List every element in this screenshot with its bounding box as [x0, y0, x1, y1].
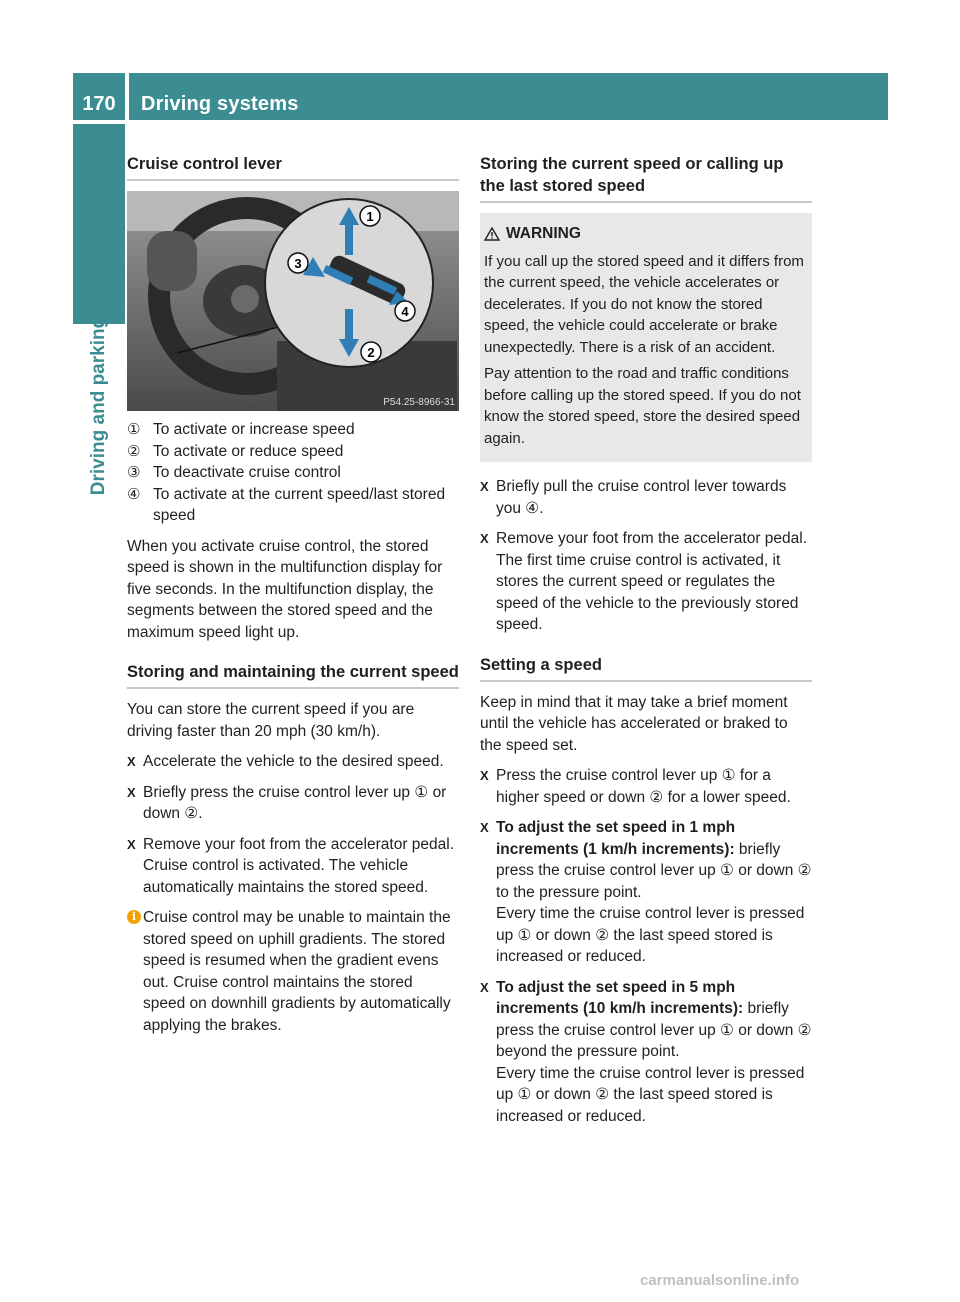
chapter-label: Driving and parking: [88, 316, 109, 496]
section-heading-storing-maintaining: Storing and maintaining the current speed: [127, 661, 459, 689]
step-result: Cruise control is activated. The vehicle automatically maintains the stored speed.: [143, 857, 429, 896]
left-column: [127, 153, 459, 1036]
instruction-step: X Remove your foot from the accelerator pedal. The first time cruise control is activated, it stores the current speed or regulates the speed of the vehicle to the previously stored speed.: [480, 528, 812, 636]
watermark: carmanualsonline.info: [640, 1272, 800, 1289]
info-note: i Cruise control may be unable to maintain the stored speed on uphill gradients. The stored speed is resumed when the gradient evens out. Cruise control maintains the stored speed on downhill gradients by automatically applying the brakes.: [127, 907, 459, 1036]
step-marker-icon: X: [480, 768, 489, 783]
step-marker-icon: X: [480, 531, 489, 546]
info-icon: i: [127, 910, 141, 924]
header-separator: [125, 73, 129, 123]
section-heading-cruise-lever: Cruise control lever: [127, 153, 459, 181]
section-heading-setting-speed: Setting a speed: [480, 654, 812, 682]
callout-2: 2: [367, 345, 375, 360]
instruction-step: X Briefly pull the cruise control lever towards you ④.: [480, 476, 812, 519]
instruction-step: X Briefly press the cruise control lever up ① or down ②.: [127, 782, 459, 825]
warning-text: If you call up the stored speed and it differs from the current speed, the vehicle accelerates or decelerates. If you do not know the stored speed, the vehicle could accelerate or brake unexpectedly. There is a risk of an accident.: [484, 252, 804, 356]
callout-4: 4: [401, 304, 409, 319]
legend-item: ① To activate or increase speed: [127, 421, 355, 438]
instruction-step: X To adjust the set speed in 5 mph increments (10 km/h increments): briefly press the cruise control lever up ① or down ② beyond the pressure point. Every time the cruise control lever is pressed up ① or down ② the last speed stored is increased or reduced.: [480, 977, 812, 1128]
section-heading-storing-calling-up: Storing the current speed or calling up the last stored speed: [480, 153, 812, 203]
page-number: 170: [82, 93, 116, 115]
step-marker-icon: X: [127, 784, 136, 800]
warning-label: WARNING: [506, 225, 581, 242]
body-paragraph: You can store the current speed if you are driving faster than 20 mph (30 km/h).: [127, 701, 415, 740]
legend-item: ④ To activate at the current speed/last stored speed: [127, 485, 446, 524]
step-result: The first time cruise control is activated, it stores the current speed or regulates the speed of the vehicle to the previously stored speed.: [496, 551, 799, 633]
image-code: P54.25-8966-31: [383, 397, 455, 408]
step-marker-icon: X: [480, 979, 489, 995]
instruction-step: X Remove your foot from the accelerator pedal. Cruise control is activated. The vehicle automatically maintains the stored speed.: [127, 834, 459, 899]
step-marker-icon: X: [127, 836, 136, 852]
body-paragraph: When you activate cruise control, the stored speed is shown in the multifunction display for five seconds. In the multifunction display, the segments between the stored speed and the maximum speed light up.: [127, 537, 443, 641]
instruction-step: X To adjust the set speed in 1 mph increments (1 km/h increments): briefly press the cruise control lever up ① or down ② to the pressure point. Every time the cruise control lever is pressed up ① or down ② the last speed stored is increased or reduced.: [480, 817, 812, 968]
step-marker-icon: X: [480, 820, 489, 835]
chapter-tab: [73, 124, 125, 324]
warning-text: Pay attention to the road and traffic conditions before calling up the stored speed. If you do not know the stored speed, store the desired speed again.: [484, 365, 801, 447]
legend-item: ② To activate or reduce speed: [127, 442, 344, 460]
legend-item: ③ To deactivate cruise control: [127, 464, 341, 481]
instruction-step: X Press the cruise control lever up ① for a higher speed or down ② for a lower speed.: [480, 765, 812, 808]
body-paragraph: Keep in mind that it may take a brief moment until the vehicle has accelerated or braked to the speed set.: [480, 693, 788, 754]
instruction-step: X Accelerate the vehicle to the desired speed.: [127, 751, 459, 773]
lever-legend: [127, 419, 459, 527]
step-result: Every time the cruise control lever is pressed up ① or down ② the last speed stored is increased or reduced.: [496, 905, 805, 965]
step-marker-icon: X: [127, 754, 136, 769]
callout-3: 3: [294, 256, 302, 271]
callout-1: 1: [366, 209, 374, 224]
step-result: Every time the cruise control lever is pressed up ① or down ② the last speed stored is increased or reduced.: [496, 1064, 805, 1125]
warning-triangle-icon: [484, 227, 500, 241]
right-column: [480, 153, 812, 1136]
warning-box: [480, 213, 812, 462]
page-title: Driving systems: [141, 93, 299, 115]
cruise-control-lever-image: [127, 191, 459, 411]
step-marker-icon: X: [480, 479, 489, 494]
